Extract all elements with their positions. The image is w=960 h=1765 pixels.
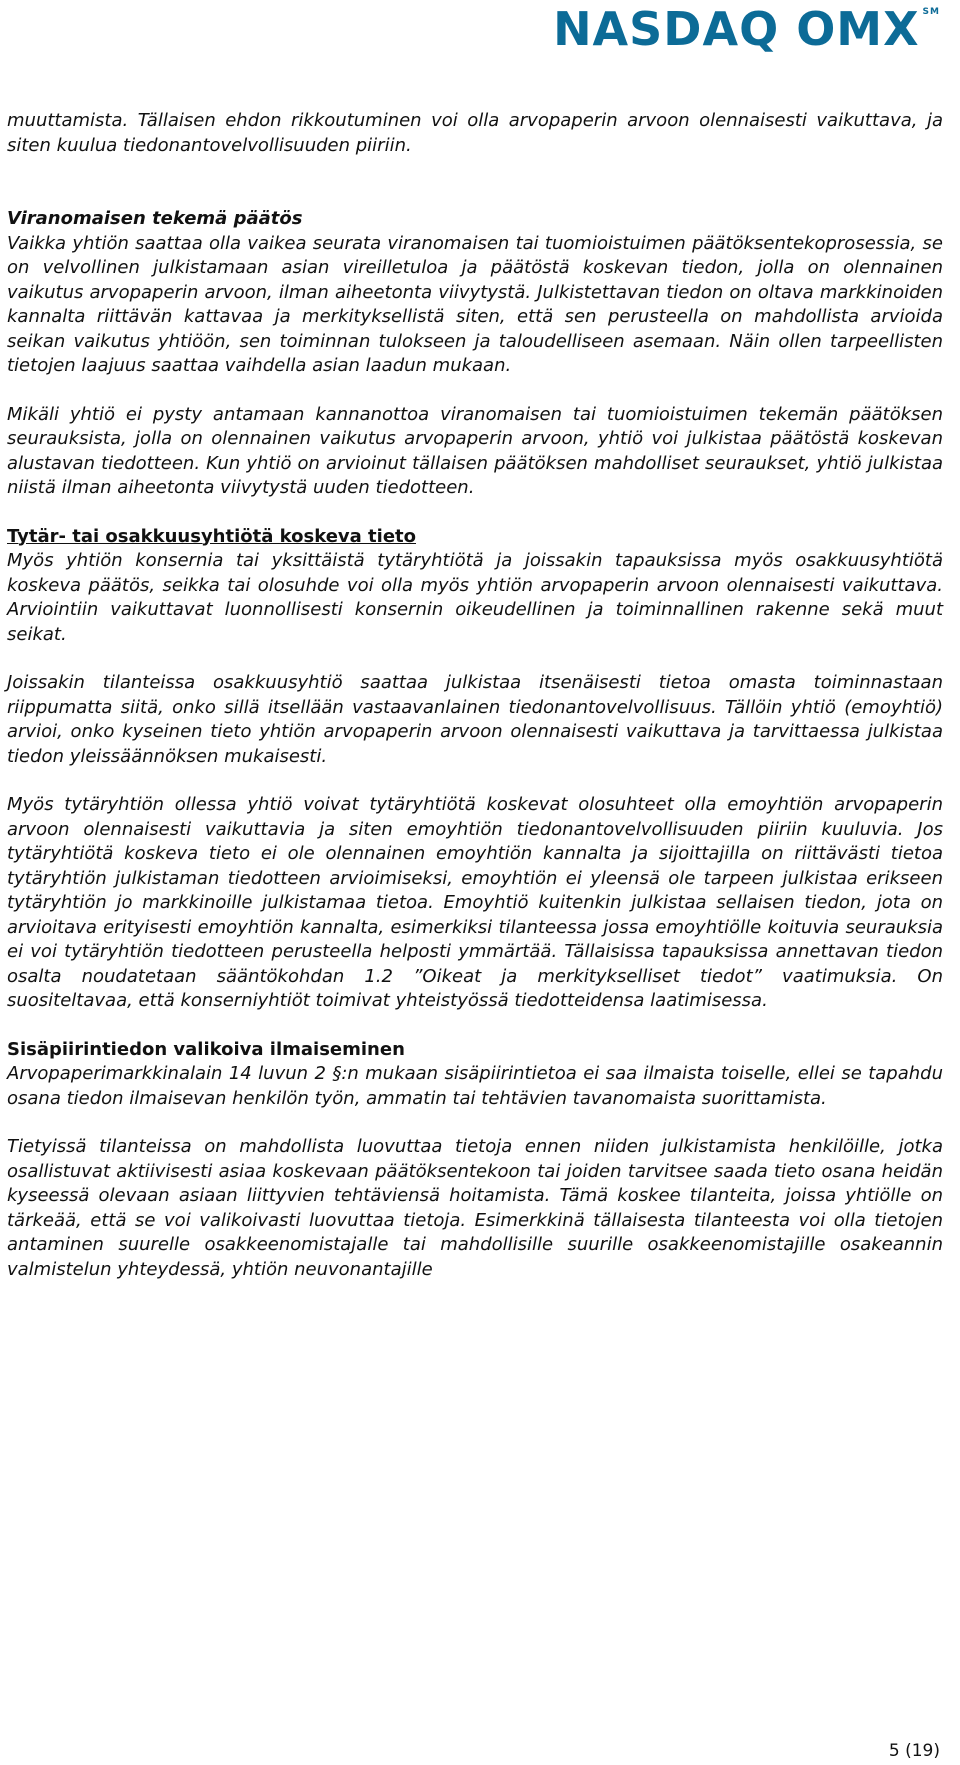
section-heading: Sisäpiirintiedon valikoiva ilmaiseminen — [7, 1038, 405, 1060]
nasdaq-omx-logo — [553, 2, 940, 56]
logo-text: NASDAQ OMX — [553, 2, 920, 56]
paragraph: Myös yhtiön konsernia tai yksittäistä tytäryhtiötä ja joissakin tapauksissa myös osakkuusyhtiötä koskeva päätös, seikka tai olosuhde voi olla myös yhtiön arvopaperin arvoon olennaisesti vaikuttava. Arviointiin vaikuttavat luonnollisesti konsernin oikeudellinen ja toiminnallinen rakenne sekä muut seikat. — [7, 550, 943, 645]
paragraph: Myös tytäryhtiön ollessa yhtiö voivat tytäryhtiötä koskevat olosuhteet olla emoyhtiön arvopaperin arvoon olennaisesti vaikuttavia ja siten emoyhtiön tiedonantovelvollisuuden piiriin kuuluvia. Jos tytäryhtiötä koskeva tieto ei ole olennainen emoyhtiön kannalta ja sijoittajilla on riittävästi tietoa tytäryhtiön julkistaman tiedotteen arvioimiseksi, emoyhtiön ei yleensä ole tarpeen julkistaa erikseen tytäryhtiön jo markkinoille julkistamaa tietoa. Emoyhtiö kuitenkin julkistaa sellaisen tiedon, jota on arvioitava erityisesti emoyhtiön kannalta, esimerkiksi tilanteessa jossa emoyhtiölle koituvia seurauksia ei voi tytäryhtiön tiedotteen perusteella helposti ymmärtää. Tällaisissa tapauksissa annettavan tiedon osalta noudatetaan sääntökohdan 1.2 ”Oikeat ja merkitykselliset tiedot” vaatimuksia. On suositeltavaa, että konserniyhtiöt toimivat yhteistyössä tiedotteidensa laatimisessa. — [7, 794, 943, 1011]
paragraph: Mikäli yhtiö ei pysty antamaan kannanottoa viranomaisen tai tuomioistuimen tekemän päätöksen seurauksista, jolla on olennainen vaikutus arvopaperin arvoon, yhtiö voi julkistaa päätöstä koskevan alustavan tiedotteen. Kun yhtiö on arvioinut tällaisen päätöksen mahdolliset seuraukset, yhtiö julkistaa niistä ilman aiheetonta viivytystä uuden tiedotteen. — [7, 403, 943, 498]
document-body — [7, 109, 943, 1282]
page-number: 5 (19) — [888, 1741, 940, 1761]
paragraph: muuttamista. Tällaisen ehdon rikkoutuminen voi olla arvopaperin arvoon olennaisesti vaikuttava, ja siten kuulua tiedonantovelvollisuuden piiriin. — [7, 110, 943, 156]
section-heading: Tytär- tai osakkuusyhtiötä koskeva tieto — [7, 525, 417, 547]
section-heading: Viranomaisen tekemä päätös — [7, 208, 303, 229]
paragraph: Arvopaperimarkkinalain 14 luvun 2 §:n mukaan sisäpiirintietoa ei saa ilmaista toiselle, ellei se tapahdu osana tiedon ilmaisevan henkilön työn, ammatin tai tehtävien tavanomaista suorittamista. — [7, 1063, 943, 1109]
paragraph: Vaikka yhtiön saattaa olla vaikea seurata viranomaisen tai tuomioistuimen päätöksentekoprosessia, se on velvollinen julkistamaan asian vireilletuloa ja päätöstä koskevan tiedon, jolla on olennainen vaikutus arvopaperin arvoon, ilman aiheetonta viivytystä. Julkistettavan tiedon on oltava markkinoiden kannalta riittävän kattavaa ja merkityksellistä siten, että sen perusteella on mahdollista arvioida seikan vaikutus yhtiöön, sen toiminnan tulokseen ja taloudelliseen asemaan. Näin ollen tarpeellisten tietojen laajuus saattaa vaihdella asian laadun mukaan. — [7, 232, 943, 376]
paragraph: Tietyissä tilanteissa on mahdollista luovuttaa tietoja ennen niiden julkistamista henkilöille, jotka osallistuvat aktiivisesti asiaa koskevaan päätöksentekoon tai joiden tarvitsee saada tieto osana heidän kyseessä olevaan asiaan liittyvien tehtäviensä hoitamista. Tämä koskee tilanteita, joissa yhtiölle on tärkeää, että se voi valikoivasti luovuttaa tietoja. Esimerkkinä tällaisesta tilanteesta voi olla tietojen antaminen suurelle osakkeenomistajalle tai mahdollisille suurille osakkeenomistajille osakeannin valmistelun yhteydessä, yhtiön neuvonantajille — [7, 1136, 943, 1280]
paragraph: Joissakin tilanteissa osakkuusyhtiö saattaa julkistaa itsenäisesti tietoa omasta toiminnastaan riippumatta siitä, onko sillä itsellään vastaavanlainen tiedonantovelvollisuus. Tällöin yhtiö (emoyhtiö) arvioi, onko kyseinen tieto yhtiön arvopaperin arvoon olennaisesti vaikuttava ja tarvittaessa julkistaa tiedon yleissäännöksen mukaisesti. — [7, 672, 943, 767]
service-mark: SM — [922, 7, 940, 17]
